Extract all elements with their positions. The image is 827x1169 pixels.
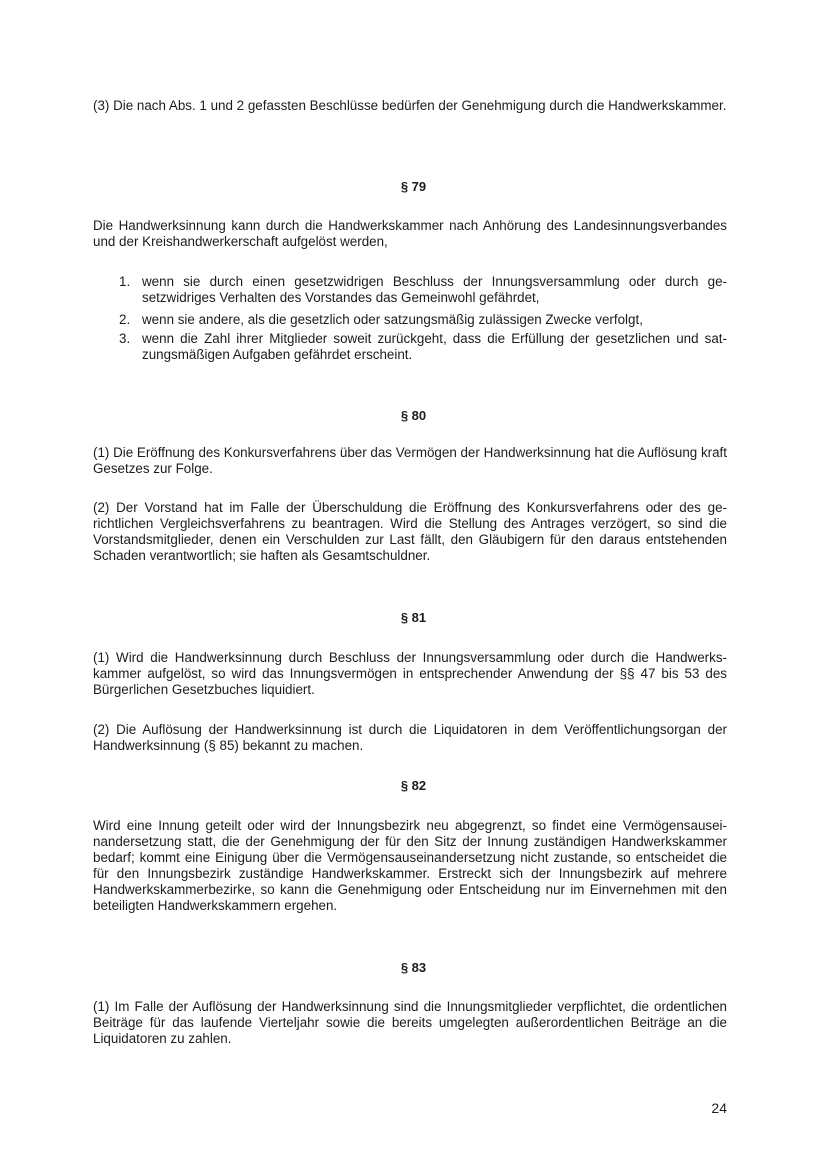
list-text: wenn die Zahl ihrer Mitglieder soweit zurückgeht, dass die Erfüllung der gesetzlichen und satzungsmäßigen Aufgaben gefährdet erscheint.: [142, 331, 727, 362]
list-item-79-2: [119, 312, 727, 328]
paragraph-81-2: (2) Die Auflösung der Handwerksinnung ist durch die Liquidatoren in dem Veröffentlichungsorgan der Handwerksinnung (§ 85) bekannt zu machen.: [93, 722, 727, 753]
paragraph-82: Wird eine Innung geteilt oder wird der Innungsbezirk neu abgegrenzt, so findet eine Vermögensauseinandersetzung statt, die der Genehmigung der für den Sitz der Innung zuständigen Handwerkskammer bedarf; kommt eine Einigung über die Vermögensauseinandersetzung nicht zustande, so entscheidet die für den Innungsbezirk zuständige Handwerkskammer. Erstreckt sich der Innungsbezirk auf mehrere Handwerkskammerbezirke, so kann die Genehmigung oder Entscheidung nur im Einvernehmen mit den beteiligten Handwerkskammern ergehen.: [93, 818, 727, 913]
page-number: 24: [711, 1100, 727, 1116]
section-heading-82: § 82: [400, 778, 427, 793]
list-number: 3.: [119, 331, 131, 346]
list-number: 2.: [119, 312, 131, 327]
paragraph-81-1: (1) Wird die Handwerksinnung durch Beschluss der Innungsversammlung oder durch die Handwerkskammer aufgelöst, so wird das Innungsvermögen in entsprechender Anwendung der §§ 47 bis 53 des Bürgerlichen Gesetzbuches liquidiert.: [93, 650, 727, 697]
paragraph-83-1: (1) Im Falle der Auflösung der Handwerksinnung sind die Innungsmitglieder verpflichtet, die ordentlichen Beiträge für das laufende Vierteljahr sowie die bereits umgelegten außerordentlichen Beiträge an die Liquidatoren zu zahlen.: [93, 999, 727, 1046]
section-heading-80: § 80: [400, 408, 427, 423]
list-item-79-1: [119, 274, 727, 306]
list-item-79-3: [119, 331, 727, 363]
paragraph-80-2: (2) Der Vorstand hat im Falle der Überschuldung die Eröffnung des Konkursverfahrens oder des gerichtlichen Vergleichsverfahrens zu beantragen. Wird die Stellung des Antrages verzögert, so sind die Vorstandsmitglieder, denen ein Verschulden zur Last fällt, den Gläubigern für den daraus entstehenden Schaden verantwortlich; sie haften als Gesamtschuldner.: [93, 500, 727, 563]
section-heading-79: § 79: [400, 179, 427, 194]
list-text: wenn sie andere, als die gesetzlich oder satzungsmäßig zulässigen Zwecke verfolgt,: [142, 312, 643, 327]
section-heading-83: § 83: [400, 960, 427, 975]
list-number: 1.: [119, 274, 131, 289]
paragraph-80-1: (1) Die Eröffnung des Konkursverfahrens über das Vermögen der Handwerksinnung hat die Auflösung kraft Gesetzes zur Folge.: [93, 445, 727, 476]
section-heading-81: § 81: [400, 610, 427, 625]
list-text: wenn sie durch einen gesetzwidrigen Beschluss der Innungsversammlung oder durch gesetzwidriges Verhalten des Vorstandes das Gemeinwohl gefährdet,: [142, 274, 727, 305]
paragraph-79-intro: Die Handwerksinnung kann durch die Handwerkskammer nach Anhörung des Landesinnungsverbandes und der Kreishandwerkerschaft aufgelöst werden,: [93, 218, 727, 249]
paragraph-abs3: (3) Die nach Abs. 1 und 2 gefassten Beschlüsse bedürfen der Genehmigung durch die Handwerkskammer.: [93, 98, 727, 113]
